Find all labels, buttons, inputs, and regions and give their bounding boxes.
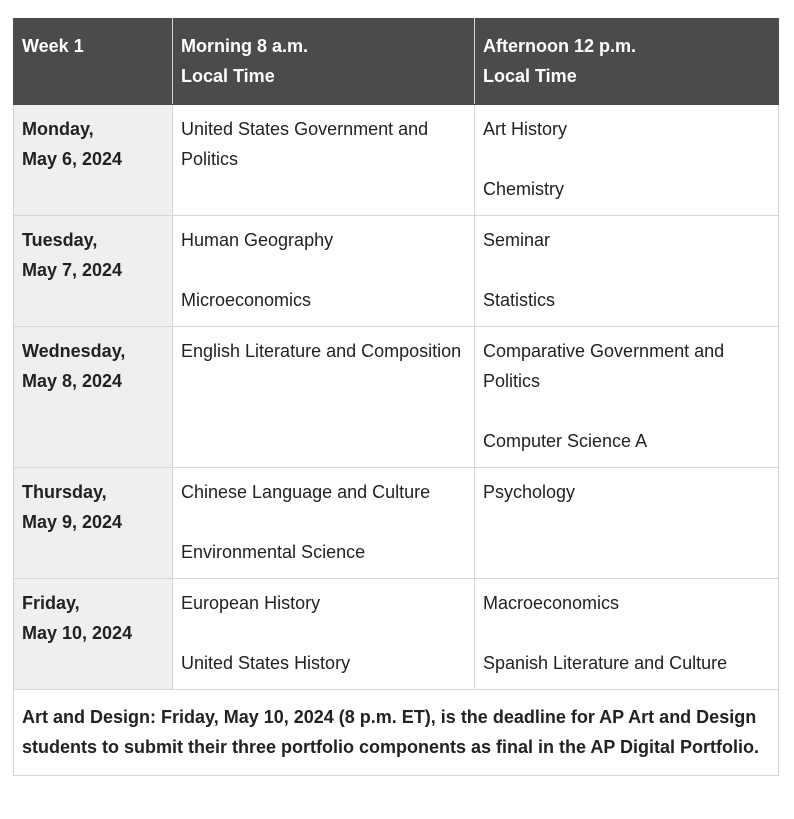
footer-row [14,690,779,776]
header-morning: Morning 8 a.m. Local Time [173,19,475,105]
exam-name: Statistics [483,290,556,310]
exam-name: Psychology [483,482,576,502]
header-afternoon: Afternoon 12 p.m. Local Time [475,19,779,105]
exam-name: Spanish Literature and Culture [483,653,728,673]
header-row [14,19,779,105]
note-text: Friday, May 10, 2024 (8 p.m. ET), is the deadline for AP Art and Design students to submit their three portfolio components as final in the AP Digital Portfolio. [22,707,760,757]
exam-name: Human Geography [181,230,334,250]
exam-name: Macroeconomics [483,593,620,613]
day-cell: Tuesday, May 7, 2024 [14,216,173,327]
table-row [14,579,779,690]
morning-cell [173,105,475,216]
morning-cell [173,216,475,327]
exam-name: English Literature and Composition [181,341,462,361]
afternoon-cell [475,468,779,579]
afternoon-cell [475,105,779,216]
afternoon-cell [475,216,779,327]
morning-cell [173,468,475,579]
day-cell: Thursday, May 9, 2024 [14,468,173,579]
exam-schedule-table [13,18,779,776]
exam-name: Chemistry [483,179,565,199]
morning-cell [173,327,475,468]
exam-name: Art History [483,119,568,139]
art-design-note [14,690,779,776]
exam-name: United States History [181,653,351,673]
day-cell: Monday, May 6, 2024 [14,105,173,216]
exam-name: Comparative Government and Politics [483,341,725,391]
morning-cell [173,579,475,690]
exam-name: Seminar [483,230,551,250]
day-cell: Wednesday, May 8, 2024 [14,327,173,468]
exam-name: European History [181,593,321,613]
table-row [14,216,779,327]
exam-name: Chinese Language and Culture [181,482,431,502]
exam-name: United States Government and Politics [181,119,429,169]
afternoon-cell [475,579,779,690]
table-row [14,468,779,579]
note-label: Art and Design: [22,707,157,727]
table-row [14,327,779,468]
afternoon-cell [475,327,779,468]
exam-name: Computer Science A [483,431,648,451]
exam-name: Environmental Science [181,542,366,562]
table-row [14,105,779,216]
day-cell: Friday, May 10, 2024 [14,579,173,690]
header-week: Week 1 [14,19,173,105]
exam-name: Microeconomics [181,290,312,310]
